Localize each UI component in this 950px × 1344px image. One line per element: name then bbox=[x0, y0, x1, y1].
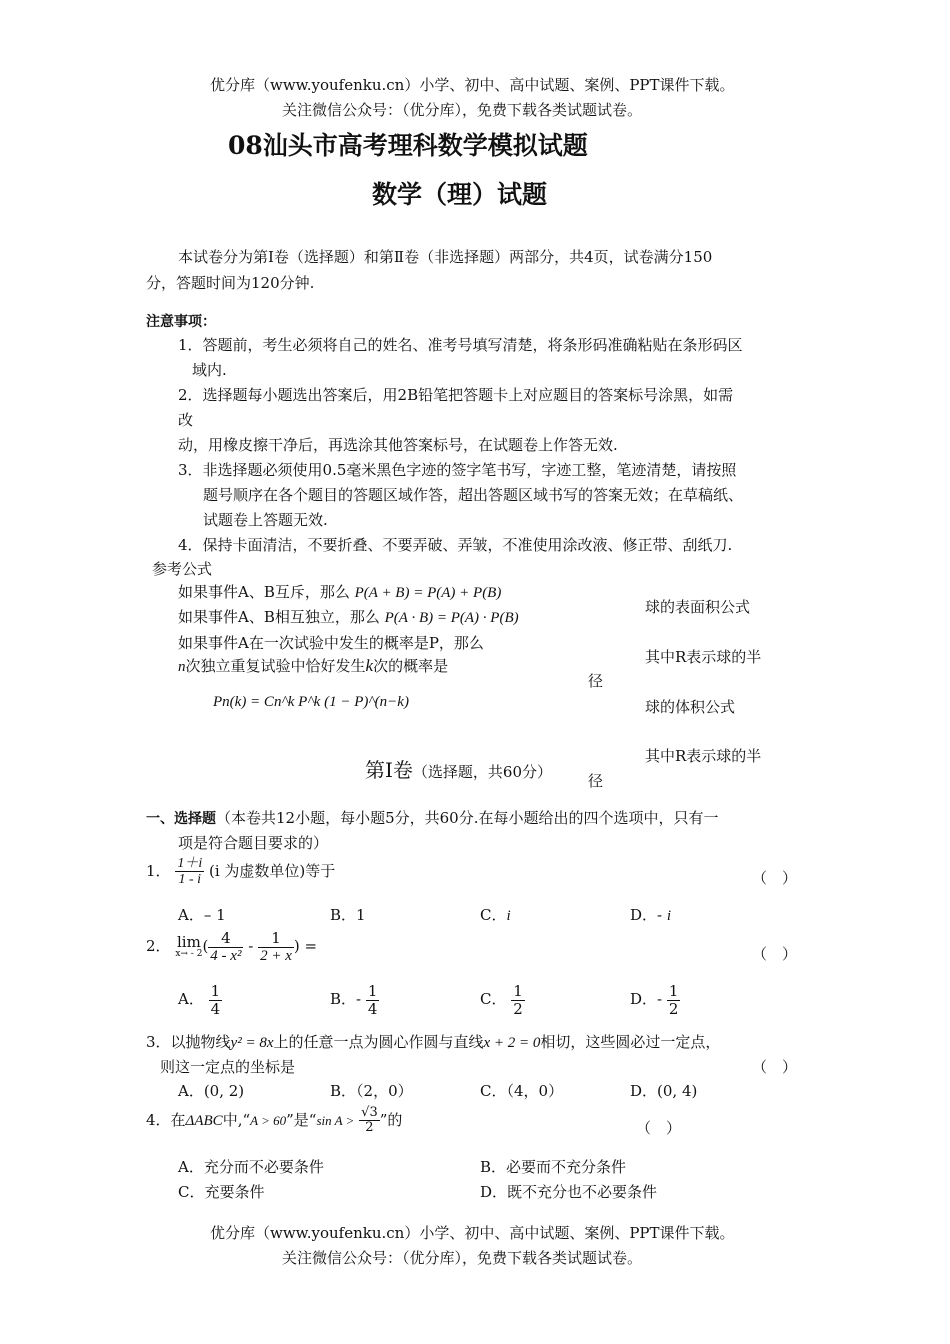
section-1-lead-line2: 项是符合题目要求的） bbox=[178, 834, 329, 852]
q1-option-c-label: C． bbox=[480, 906, 507, 924]
formulas-heading: 参考公式 bbox=[152, 560, 213, 578]
q3-option-d: D．(0, 4) bbox=[630, 1082, 698, 1100]
q4-pre: 4．在 bbox=[146, 1110, 186, 1129]
q2-option-a-frac bbox=[209, 983, 223, 1017]
q1-option-d-label: D．- bbox=[630, 906, 663, 924]
q2-open-paren: ( bbox=[202, 937, 209, 955]
q4-cond-1: A > 60 bbox=[250, 1112, 287, 1128]
question-3-line-2: 则这一定点的坐标是 bbox=[160, 1058, 296, 1076]
formula-4-n: n bbox=[178, 659, 186, 675]
section-1-note: （选择题，共60分） bbox=[412, 763, 552, 781]
q2-fraction-1 bbox=[208, 930, 243, 964]
section-1-lead-bold: 一、选择题 bbox=[146, 811, 216, 827]
q2-lim: lim bbox=[176, 933, 201, 951]
formula-4-post: 次的概率是 bbox=[373, 657, 449, 675]
note-4: 4．保持卡面清洁，不要折叠、不要弄破、弄皱，不准使用涂改液、修正带、刮纸刀. bbox=[178, 536, 733, 554]
q2-f1-den: 4 - x² bbox=[210, 947, 242, 964]
note-1b: 域内. bbox=[192, 361, 227, 379]
question-2 bbox=[146, 930, 317, 964]
q4-mid-2: ”是“ bbox=[286, 1110, 317, 1129]
note-3c: 试题卷上答题无效. bbox=[203, 511, 328, 529]
q1-number: 1． bbox=[146, 861, 171, 880]
q1-option-c-math: i bbox=[506, 908, 511, 924]
q1-option-a: A．– 1 bbox=[178, 906, 226, 924]
q3-text-b: 上的任意一点为圆心作圆与直线 bbox=[273, 1033, 484, 1051]
q4-triangle: ΔABC bbox=[185, 1112, 223, 1129]
formula-4-k: k bbox=[365, 656, 374, 675]
sphere-radius-note-1: 其中R表示球的半 bbox=[645, 648, 762, 666]
q4-option-c: C．充要条件 bbox=[178, 1183, 265, 1201]
q1-text: (i 为虚数单位)等于 bbox=[209, 861, 336, 880]
q2-option-d bbox=[630, 983, 680, 1017]
section-1-lead-rest: （本卷共12小题，每小题5分，共60分.在每小题给出的四个选项中，只有一 bbox=[216, 809, 719, 827]
q4-option-d: D．既不充分也不必要条件 bbox=[480, 1183, 658, 1201]
question-4 bbox=[146, 1106, 402, 1136]
question-3-line-1 bbox=[146, 1031, 720, 1052]
question-1 bbox=[146, 856, 335, 888]
q1-frac-den: 1 - i bbox=[178, 872, 202, 888]
q4-answer-paren: （ ） bbox=[636, 1119, 682, 1137]
q2-option-b-frac bbox=[366, 983, 380, 1017]
q2-d-den: 2 bbox=[668, 999, 679, 1018]
q2-answer-paren: （ ） bbox=[752, 945, 798, 963]
q2-option-d-frac bbox=[667, 983, 681, 1017]
q3-math-2: x + 2 = 0 bbox=[483, 1035, 541, 1051]
q2-b-den: 4 bbox=[367, 999, 378, 1018]
q3-text-a: 3．以抛物线 bbox=[146, 1033, 231, 1051]
q2-option-b-label: B．- bbox=[330, 990, 362, 1008]
footer-line-1: 优分库（www.youfenku.cn）小学、初中、高中试题、案例、PPT课件下载。 bbox=[210, 1224, 735, 1242]
section-1-name: 第Ⅰ卷 bbox=[365, 758, 413, 782]
intro-line-1: 本试卷分为第Ⅰ卷（选择题）和第Ⅱ卷（非选择题）两部分，共4页，试卷满分150 bbox=[178, 248, 713, 266]
q2-option-c bbox=[480, 983, 525, 1017]
q2-number: 2． bbox=[146, 937, 171, 955]
q2-fraction-2 bbox=[258, 930, 294, 964]
q3-text-c: 相切，这些圆必过一定点， bbox=[540, 1033, 721, 1051]
formula-2 bbox=[178, 606, 519, 627]
q2-option-d-label: D．- bbox=[630, 990, 663, 1008]
formula-2-text: 如果事件A、B相互独立，那么 bbox=[178, 608, 380, 626]
q1-option-c bbox=[480, 904, 511, 925]
q2-option-b bbox=[330, 983, 379, 1017]
q2-lim-sub: x→ - 2 bbox=[175, 949, 203, 959]
radius-char-2: 径 bbox=[588, 772, 604, 790]
note-3b: 题号顺序在各个题目的答题区域作答，超出答题区域书写的答案无效；在草稿纸、 bbox=[203, 486, 744, 504]
formula-2-math: P(A · B) = P(A) · P(B) bbox=[384, 610, 519, 626]
formula-1-math: P(A + B) = P(A) + P(B) bbox=[354, 585, 502, 601]
q4-option-a: A．充分而不必要条件 bbox=[178, 1158, 324, 1176]
q2-option-a bbox=[178, 983, 222, 1017]
q2-option-a-label: A． bbox=[178, 990, 204, 1008]
q4-cond-2: sin A > bbox=[316, 1112, 355, 1128]
sphere-radius-note-2: 其中R表示球的半 bbox=[645, 747, 762, 765]
notes-heading: 注意事项： bbox=[146, 314, 216, 330]
sphere-area-label: 球的表面积公式 bbox=[645, 598, 751, 616]
footer-line-2: 关注微信公众号：（优分库），免费下载各类试题试卷。 bbox=[282, 1249, 643, 1267]
q3-option-a: A．(0, 2) bbox=[178, 1082, 245, 1100]
q2-limit bbox=[175, 935, 202, 959]
note-2b: 改 bbox=[178, 411, 194, 429]
q4-mid-1: 中,“ bbox=[222, 1110, 251, 1129]
q2-equals: ) = bbox=[293, 937, 318, 955]
note-1a: 1．答题前，考生必须将自己的姓名、准考号填写清楚，将条形码准确粘贴在条形码区 bbox=[178, 336, 743, 354]
header-line-2: 关注微信公众号：（优分库），免费下载各类试题试卷。 bbox=[282, 101, 643, 119]
q1-option-d-math: i bbox=[666, 908, 672, 924]
q2-b-num: 1 bbox=[367, 982, 378, 1000]
note-3a: 3．非选择题必须使用0.5毫米黑色字迹的签字笔书写，字迹工整，笔迹清楚，请按照 bbox=[178, 461, 737, 479]
section-1-lead bbox=[146, 807, 719, 828]
formula-3: 如果事件A在一次试验中发生的概率是P，那么 bbox=[178, 634, 484, 652]
q2-a-den: 4 bbox=[210, 999, 221, 1018]
header-line-1: 优分库（www.youfenku.cn）小学、初中、高中试题、案例、PPT课件下载。 bbox=[210, 76, 735, 94]
formula-1-text: 如果事件A、B互斥，那么 bbox=[178, 583, 350, 601]
q4-fraction bbox=[359, 1106, 380, 1136]
section-1-title bbox=[365, 754, 552, 783]
q3-math-1: y² = 8x bbox=[230, 1035, 274, 1051]
q2-d-num: 1 bbox=[668, 982, 679, 1000]
q1-option-d bbox=[630, 904, 671, 925]
q2-c-den: 2 bbox=[513, 999, 523, 1018]
q1-answer-paren: （ ） bbox=[752, 869, 798, 887]
formula-1 bbox=[178, 581, 501, 602]
q1-frac-num: 1＋i bbox=[177, 856, 203, 871]
q2-f1-num: 4 bbox=[208, 930, 243, 948]
sphere-volume-label: 球的体积公式 bbox=[645, 698, 736, 716]
q2-f2-num: 1 bbox=[258, 930, 294, 948]
formula-4-mid: 次独立重复试验中恰好发生 bbox=[185, 657, 366, 675]
q4-post: ”的 bbox=[379, 1110, 403, 1129]
q2-f2-den: 2 + x bbox=[260, 947, 292, 964]
q3-option-c: C．（4，0） bbox=[480, 1082, 564, 1100]
q3-option-b: B．（2，0） bbox=[330, 1082, 413, 1100]
q2-option-c-frac bbox=[511, 983, 525, 1017]
q2-minus: - bbox=[248, 937, 254, 955]
q1-option-b: B．1 bbox=[330, 906, 366, 924]
note-2a: 2．选择题每小题选出答案后，用2B铅笔把答题卡上对应题目的答案标号涂黑，如需 bbox=[178, 386, 734, 404]
note-2c: 动，用橡皮擦干净后，再选涂其他答案标号，在试题卷上作答无效. bbox=[178, 436, 618, 454]
q3-answer-paren: （ ） bbox=[752, 1058, 798, 1076]
q1-fraction bbox=[175, 856, 204, 888]
q2-option-c-label: C． bbox=[480, 990, 507, 1008]
q4-option-b: B．必要而不充分条件 bbox=[480, 1158, 627, 1176]
intro-line-2: 分，答题时间为120分钟. bbox=[146, 274, 315, 292]
page-title: 08汕头市高考理科数学模拟试题 bbox=[228, 131, 588, 160]
q2-a-num: 1 bbox=[210, 982, 221, 1000]
page-subtitle: 数学（理）试题 bbox=[372, 180, 548, 209]
radius-char-1: 径 bbox=[588, 672, 604, 690]
q2-c-num: 1 bbox=[513, 982, 523, 1000]
q4-frac-num: √3 bbox=[361, 1105, 378, 1120]
formula-4 bbox=[178, 655, 448, 676]
bernoulli-formula: Pn(k) = Cn^k P^k (1 − P)^(n−k) bbox=[213, 694, 409, 710]
q4-frac-den: 2 bbox=[365, 1120, 374, 1136]
